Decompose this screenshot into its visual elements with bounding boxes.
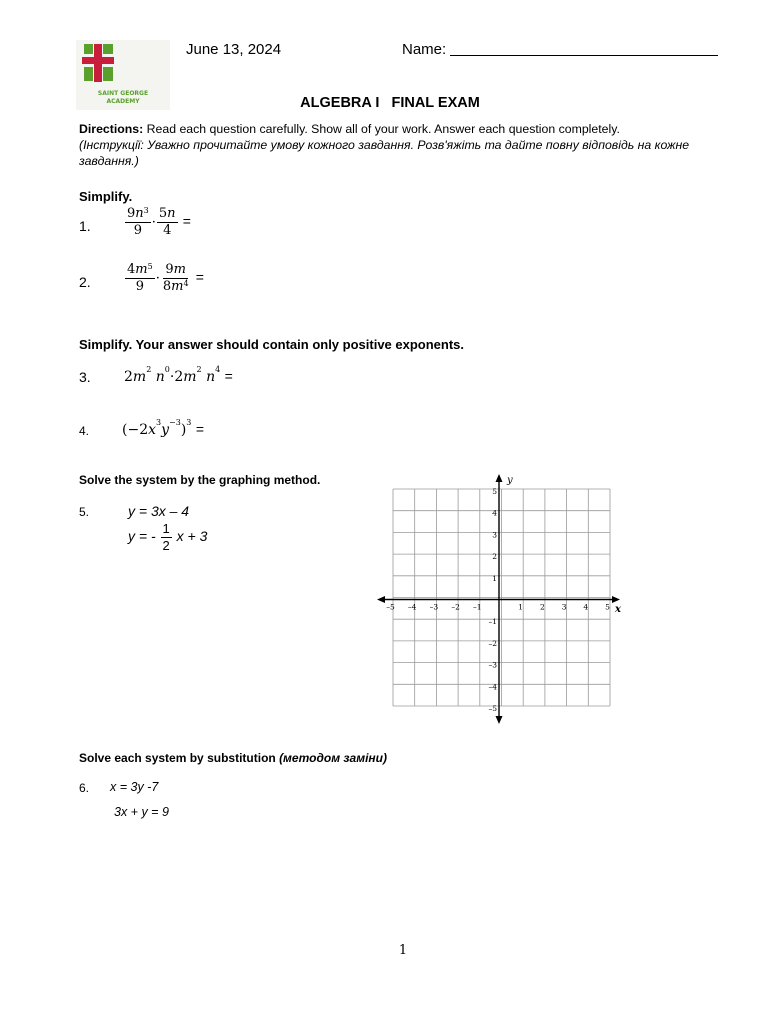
y-tick-label: 3 [492,530,497,540]
y-tick-label: –3 [488,660,497,670]
question-3-expression: $2m^2$ $n^0\cdot 2m^2$ $n^4$ = [124,365,233,385]
y-tick-label: –5 [488,704,497,713]
section-substitution-heading [79,751,387,765]
x-tick-label: 5 [605,602,610,612]
y-tick-label: 4 [492,508,497,518]
question-4-expression: $(-2x^3y^{-3})^3$ = [122,418,205,438]
eq2-right: x + 3 [176,528,208,545]
question-3-equals: = [224,368,233,384]
y-tick-label: 5 [492,487,497,496]
y-tick-label: 2 [492,552,497,562]
x-tick-label: 4 [583,602,589,612]
question-4-number: 4. [79,424,90,438]
eq2-fraction-denominator: 2 [162,538,170,553]
name-label: Name: [402,41,447,58]
x-tick-label: 1 [518,602,524,612]
x-axis-label: x [615,604,621,615]
x-tick-label: –1 [473,602,482,612]
directions [79,121,719,169]
question-2-number: 2. [79,274,91,290]
question-6-equation-2: 3x + y = 9 [114,805,169,819]
eq2-left: y = - [128,528,156,545]
x-tick-label: –4 [407,602,417,612]
x-tick-label: –5 [386,602,395,612]
question-1-expression: $\frac{9n^3}{9}$ · $\frac{5n}{4}$ = [127,206,191,238]
x-axis-right-arrow-icon [612,596,620,603]
question-2-expression: $\frac{4m^5}{9}$ · $\frac{9m}{8m^4}$ = [127,262,204,294]
name-blank-line[interactable] [450,41,718,56]
question-5-equation-2 [128,521,207,554]
y-tick-label: –2 [488,638,497,648]
substitution-heading-ukrainian: (методом заміни) [279,751,387,765]
x-tick-label: 3 [561,602,567,612]
logo-text-line2: ACADEMY [106,98,140,105]
y-tick-label: –4 [488,682,497,692]
substitution-heading-text: Solve each system by substitution [79,751,280,765]
x-tick-label: –2 [451,602,460,612]
question-6-number: 6. [79,781,90,795]
name-field[interactable] [402,41,718,58]
question-6-equation-1: x = 3y -7 [110,780,159,794]
x-tick-label: –3 [429,602,439,612]
coordinate-grid[interactable] [370,470,630,730]
directions-text: Read each question carefully. Show all of your work. Answer each question completely. [143,122,620,136]
question-1-equals: = [182,213,191,229]
logo-text-line1: SAINT GEORGE [97,90,149,97]
question-3-number: 3. [79,369,91,385]
section-positive-exponents-heading: Simplify. Your answer should contain only positive exponents. [79,337,465,352]
directions-ukrainian: (Інструкції: Уважно прочитайте умову кожного завдання. Розв'яжіть та дайте повну відповідь на кожне завдання.) [79,138,690,168]
question-5-number: 5. [79,505,90,519]
section-graphing-heading: Solve the system by the graphing method. [79,473,321,487]
exam-title: ALGEBRA I FINAL EXAM [300,95,480,111]
question-4-equals: = [195,421,205,437]
question-5-equation-1: y = 3x – 4 [128,503,190,519]
y-tick-label: –1 [488,617,497,627]
page-number: 1 [398,943,408,958]
y-axis-down-arrow-icon [496,716,503,724]
eq2-fraction-numerator: 1 [162,521,170,536]
question-2-equals: = [195,269,204,285]
question-1-number: 1. [79,218,91,234]
y-tick-label: 1 [492,573,497,583]
x-axis-left-arrow-icon [377,596,385,603]
y-axis-label: y [507,475,513,486]
exam-date: June 13, 2024 [186,41,282,58]
directions-label: Directions: [79,122,144,136]
section-simplify-heading: Simplify. [79,189,133,204]
y-axis-up-arrow-icon [496,474,503,482]
x-tick-label: 2 [540,602,545,612]
